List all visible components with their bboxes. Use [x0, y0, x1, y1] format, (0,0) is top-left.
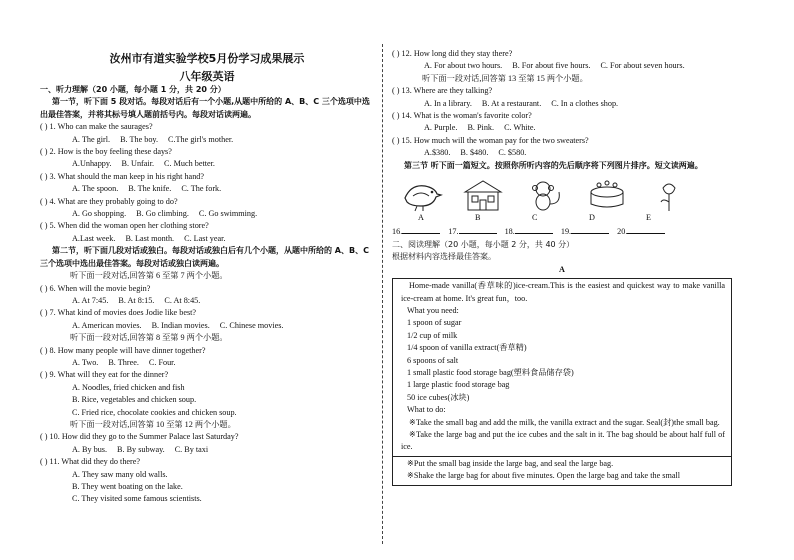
- option: A. Go shopping.: [72, 209, 127, 219]
- question-3: ( ) 3. What should the man keep in his right hand?: [40, 171, 205, 181]
- option: C. By taxi: [174, 444, 209, 454]
- section1-heading: 一、听力理解（20 小题，每小题 1 分，共 20 分）: [40, 85, 226, 94]
- option: C. $580.: [498, 148, 527, 158]
- passage-step: ※Take the large bag and put the ice cubes and the salt in it. The bag should be about half full of ice.: [401, 429, 725, 452]
- option: C. For about seven hours.: [600, 61, 685, 71]
- option: B. $480.: [460, 148, 489, 158]
- passage-line: 1/2 cup of milk: [407, 330, 458, 340]
- letter-a: A: [418, 213, 424, 223]
- option-11b: B. They went boating on the lake.: [72, 482, 183, 491]
- options-2: [40, 158, 374, 170]
- option-9b: B. Rice, vegetables and chicken soup.: [72, 395, 197, 405]
- question-2: ( ) 2. How is the boy feeling these days?: [40, 147, 172, 157]
- option: C. The fork.: [181, 184, 222, 194]
- column-divider: [382, 44, 383, 544]
- left-column: [40, 0, 374, 506]
- options-1: [40, 134, 374, 146]
- option: C.The girl's mother.: [168, 134, 234, 144]
- option: A. American movies.: [72, 320, 142, 330]
- letter-d: D: [589, 213, 595, 223]
- answer-blank-18[interactable]: [515, 233, 553, 234]
- option: C. Four.: [148, 357, 176, 367]
- option: A. By bus.: [72, 444, 108, 454]
- option: A. Two.: [72, 357, 99, 367]
- option: B. Unfair.: [121, 159, 155, 169]
- question-4: ( ) 4. What are they probably going to do?: [40, 196, 178, 206]
- right-column: [392, 48, 732, 486]
- question-1: ( ) 1. Who can make the saurages?: [40, 122, 153, 132]
- passage-line: 1 small plastic food storage bag(塑料食品储存袋): [407, 367, 574, 377]
- blank-label: 16.: [392, 227, 403, 237]
- letter-c: C: [532, 213, 538, 223]
- option: B. Go climbing.: [136, 209, 189, 219]
- letter-e: E: [646, 213, 652, 223]
- page-subtitle: 八年级英语: [179, 70, 235, 83]
- option: C. Last year.: [184, 233, 226, 243]
- options-10: [40, 444, 374, 456]
- options-15: [392, 147, 732, 159]
- picture-letters: [392, 212, 732, 224]
- part3-instructions: 第三节 听下面一篇短文。按照你所听内容的先后顺序将下列图片排序。短文读两遍。: [404, 160, 703, 170]
- question-14: ( ) 14. What is the woman's favorite color?: [392, 111, 532, 121]
- passage-line: 1 large plastic food storage bag: [407, 380, 510, 390]
- question-13: ( ) 13. Where are they talking?: [392, 86, 493, 96]
- option: B. By subway.: [117, 444, 165, 454]
- listening-note-13-15: 听下面一段对话,回答第 13 至第 15 两个小题。: [422, 73, 588, 83]
- blank-label: 18.: [504, 227, 515, 237]
- option: A. For about two hours.: [424, 61, 503, 71]
- option: A. Purple.: [424, 123, 458, 133]
- passage-line: What to do:: [407, 405, 446, 415]
- option: B. Pink.: [467, 123, 495, 133]
- passage-step: ※Take the small bag and add the milk, the vanilla extract and the sugar. Seal(封)the small bag.: [409, 417, 720, 427]
- blank-label: 19.: [560, 227, 572, 237]
- question-10: ( ) 10. How did they go to the Summer Palace last Saturday?: [40, 432, 239, 442]
- option: C. At 8:45.: [164, 295, 201, 305]
- options-4: [40, 208, 374, 220]
- option: C. Go swimming.: [198, 209, 258, 219]
- cake-icon: [578, 178, 636, 212]
- passage-line: 1 spoon of sugar: [407, 318, 462, 328]
- answer-blank-17[interactable]: [459, 233, 497, 234]
- question-9: ( ) 9. What will they eat for the dinner?: [40, 370, 169, 380]
- options-6: [40, 295, 374, 307]
- passage-step: ※Shake the large bag for about five minutes. Open the large bag and take the small: [407, 471, 681, 481]
- rose-icon: [640, 178, 698, 212]
- passage-line: 50 ice cubes(冰块): [407, 392, 470, 402]
- options-14: [392, 122, 732, 134]
- option: A.$380.: [424, 148, 451, 158]
- picture-row: [392, 178, 732, 212]
- answer-blank-19[interactable]: [571, 233, 609, 234]
- options-8: [40, 357, 374, 369]
- passage-intro: Home-made vanilla(香草味的)ice-cream.This is the easiest and quickest way to make vanilla ice-cream at home. It's great fun，too.: [401, 281, 725, 303]
- monkey-icon: [516, 178, 574, 212]
- option: C. White.: [504, 123, 536, 133]
- part1-instructions: 第一节，听下面 5 段对话。每段对话后有一个小题,从题中所给的 A、B、C 三个选项中选出最佳答案，并将其标号填人题前括号内。每段对话读两遍。: [40, 97, 370, 119]
- option: A. At 7:45.: [72, 295, 109, 305]
- passage-line: 6 spoons of salt: [407, 355, 459, 365]
- option-11a: A. They saw many old walls.: [72, 469, 168, 479]
- option: B. Indian movies.: [151, 320, 210, 330]
- option: A. The girl.: [72, 134, 111, 144]
- options-3: [40, 183, 374, 195]
- listening-note-6-7: 听下面一段对话,回答第 6 至第 7 两个小题。: [70, 271, 228, 281]
- option: B. At 8:15.: [118, 295, 155, 305]
- listening-note-8-9: 听下面一段对话,回答第 8 至第 9 两个小题。: [70, 333, 228, 343]
- passage-line: What you need:: [407, 305, 459, 315]
- question-12: ( ) 12. How long did they stay there?: [392, 49, 513, 58]
- passage-box: [392, 278, 732, 457]
- passage-line: 1/4 spoon of vanilla extract(香草精): [407, 343, 527, 353]
- option: B. The knife.: [128, 184, 172, 194]
- question-6: ( ) 6. When will the movie begin?: [40, 283, 151, 293]
- options-12: [392, 60, 732, 72]
- question-11: ( ) 11. What did they do there?: [40, 457, 141, 467]
- page-title: 汝州市有道实验学校5月份学习成果展示: [109, 52, 305, 65]
- option: B. Three.: [108, 357, 139, 367]
- letter-b: B: [475, 213, 481, 223]
- question-7: ( ) 7. What kind of movies does Jodie like best?: [40, 308, 197, 318]
- option-11c: C. They visited some famous scientists.: [72, 494, 202, 504]
- option: A.Unhappy.: [72, 159, 112, 169]
- answer-blank-16[interactable]: [402, 233, 440, 234]
- option: B. Last month.: [125, 233, 175, 243]
- part2-instructions: 第二节，听下面几段对话或独白。每段对话或独白后有几个小题，从题中所给的 A、B、C 三个选项中选出最佳答案。每段对话或独白读两遍。: [40, 246, 369, 268]
- option: C. In a clothes shop.: [551, 98, 619, 108]
- option: C. Much better.: [164, 159, 215, 169]
- option-9a: A. Noodles, fried chicken and fish: [72, 382, 185, 392]
- option: A. The spoon.: [72, 184, 119, 194]
- passage-step: ※Put the small bag inside the large bag, and seal the large bag.: [407, 458, 614, 468]
- option: A.Last week.: [72, 233, 116, 243]
- option: A. In a library.: [424, 98, 472, 108]
- question-5: ( ) 5. When did the woman open her clothing store?: [40, 221, 209, 231]
- option: C. Chinese movies.: [219, 320, 284, 330]
- blank-label: 17.: [448, 227, 459, 237]
- options-13: [392, 98, 732, 110]
- option: B. For about five hours.: [512, 61, 591, 71]
- listening-note-10-12: 听下面一段对话,回答第 10 至第 12 两个小题。: [70, 419, 236, 429]
- option: B. At a restaurant.: [481, 98, 542, 108]
- question-15: ( ) 15. How much will the woman pay for the two sweaters?: [392, 135, 589, 145]
- house-icon: [454, 178, 512, 212]
- passage-letter: A: [559, 264, 565, 274]
- option: B. The boy.: [120, 134, 159, 144]
- section2-instructions: 根据材料内容选择最佳答案。: [392, 252, 496, 262]
- answer-blanks: [392, 226, 732, 238]
- options-5: [40, 233, 374, 245]
- question-8: ( ) 8. How many people will have dinner together?: [40, 345, 206, 355]
- options-7: [40, 320, 374, 332]
- blank-label: 20.: [617, 227, 628, 237]
- question-group-1-5: [40, 121, 374, 245]
- section2-heading: 二、阅读理解（20 小题，每小题 2 分，共 40 分）: [392, 239, 575, 249]
- answer-blank-20[interactable]: [627, 233, 665, 234]
- option-9c: C. Fried rice, chocolate cookies and chicken soup.: [72, 407, 237, 417]
- bird-icon: [392, 178, 450, 212]
- passage-continuation-box: [392, 457, 732, 486]
